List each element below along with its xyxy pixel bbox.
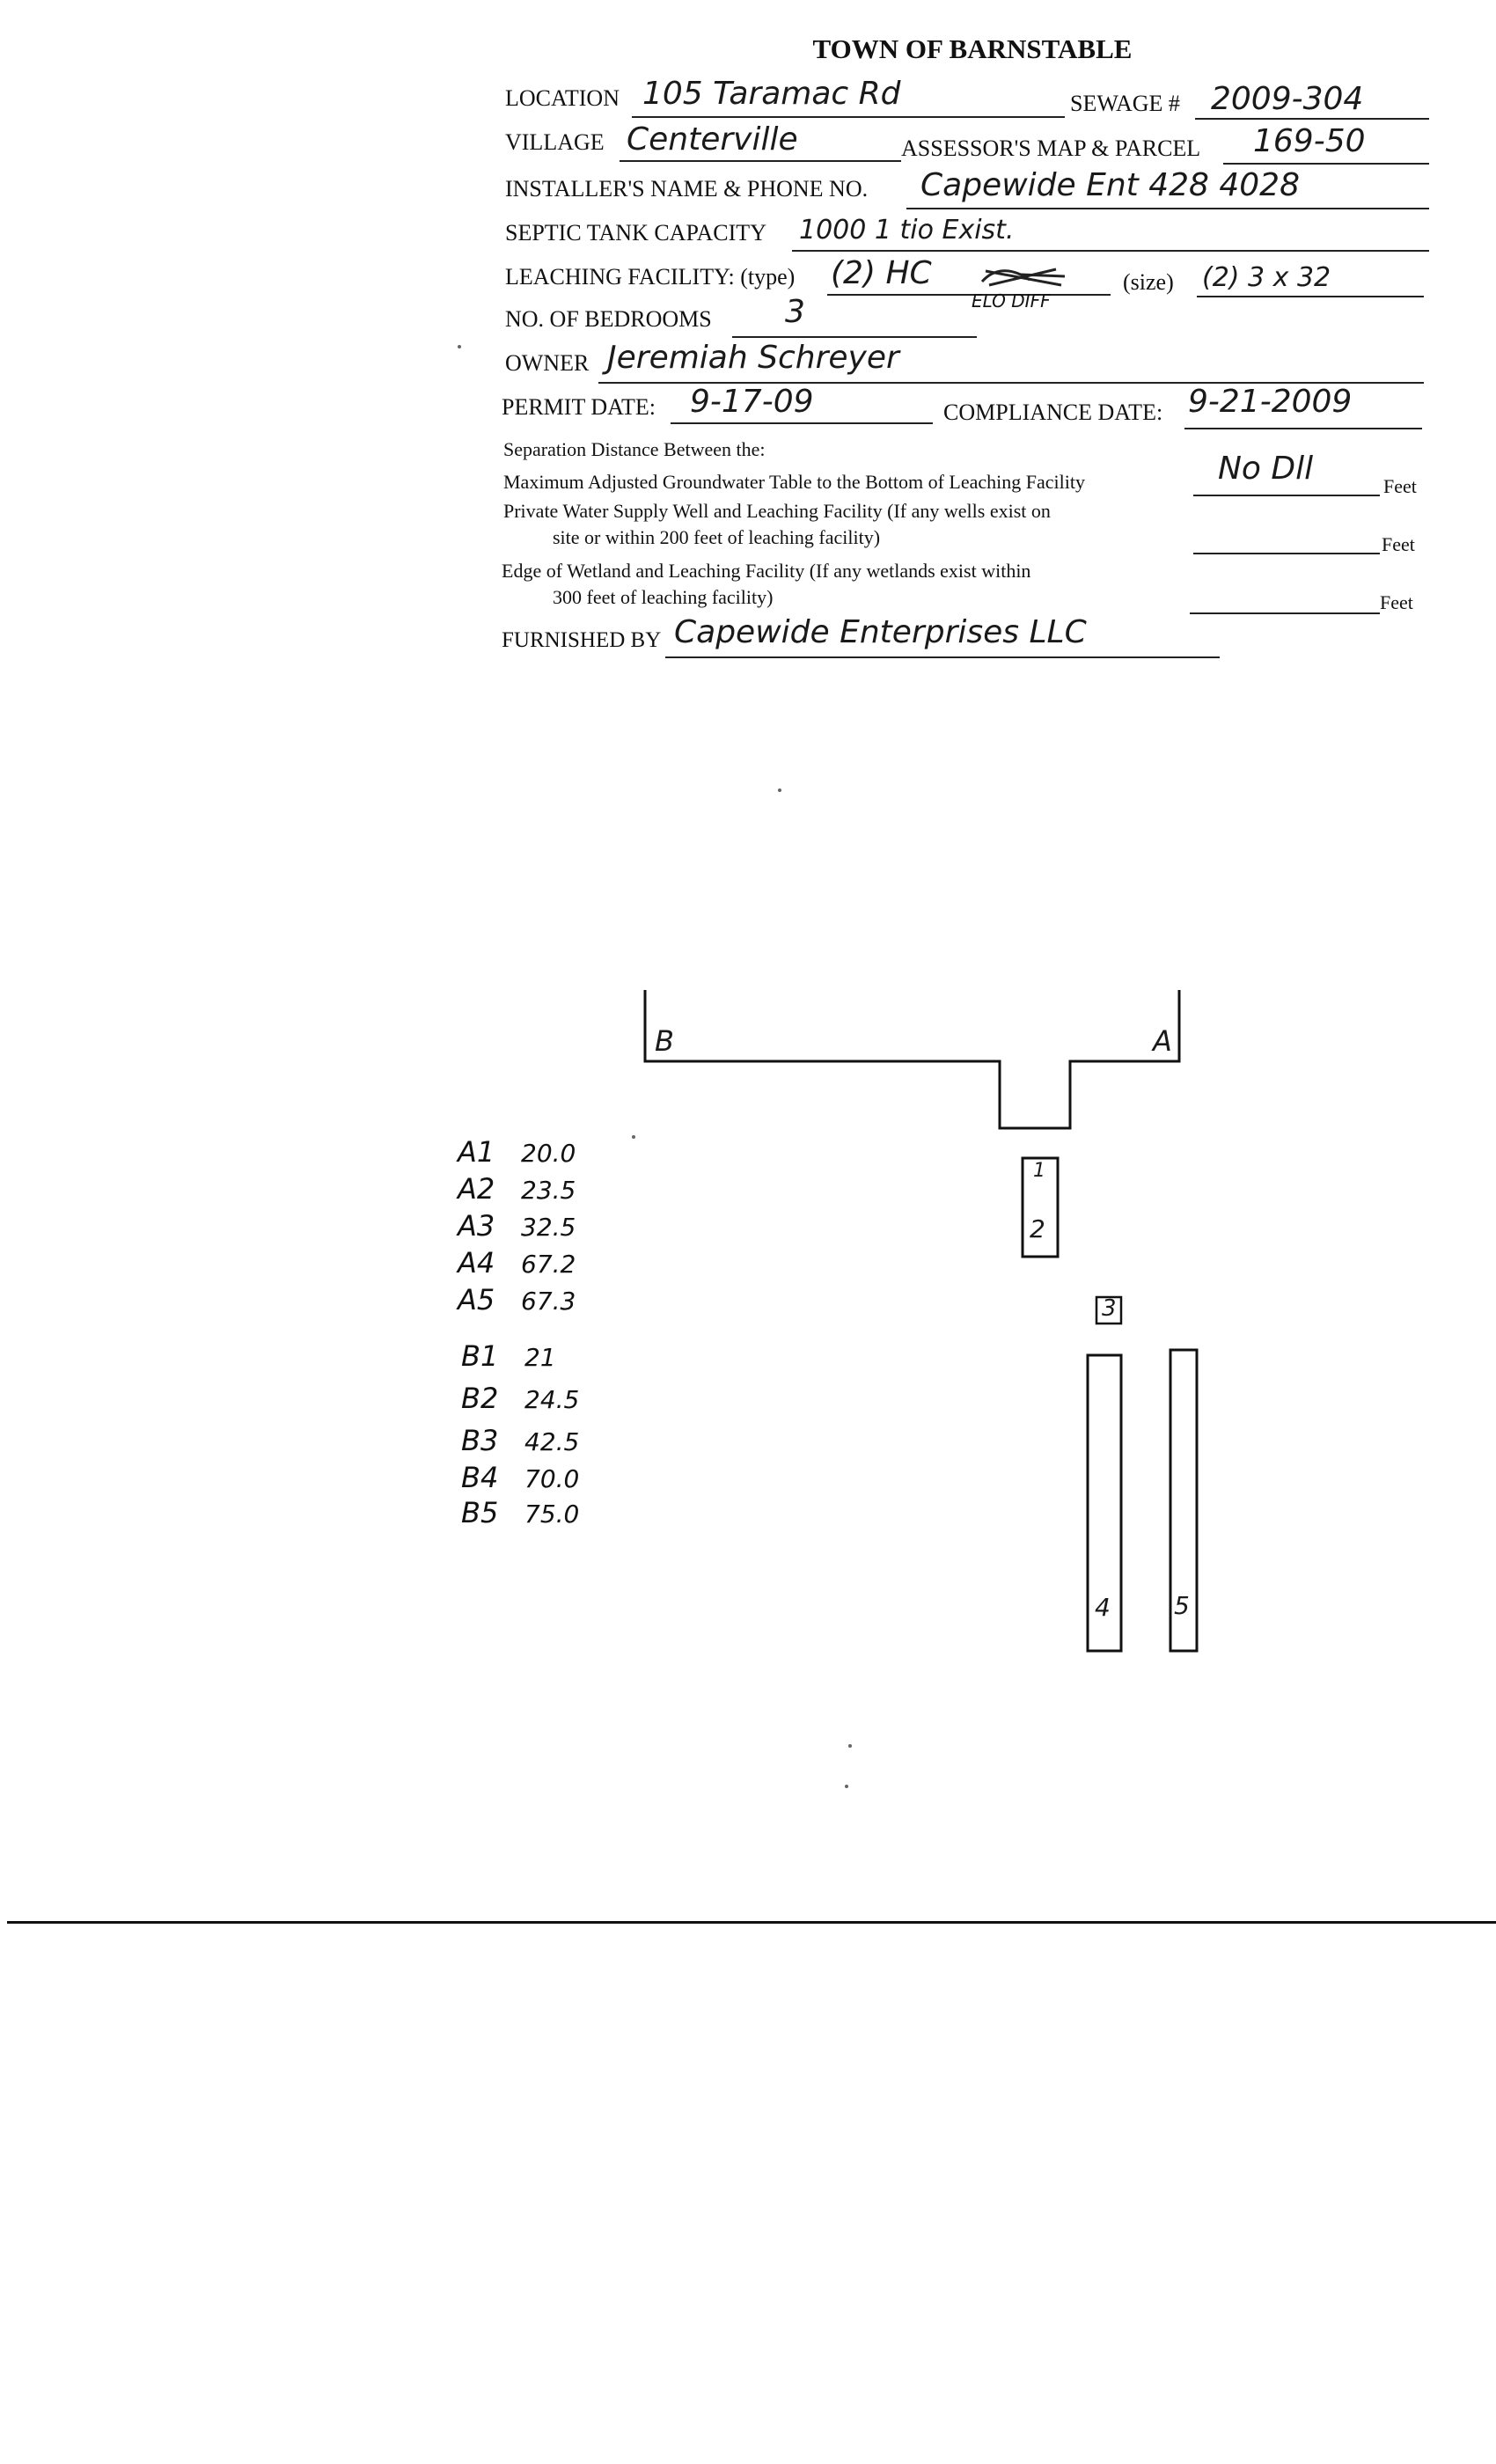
installer-line xyxy=(906,208,1429,209)
installer-label: INSTALLER'S NAME & PHONE NO. xyxy=(505,176,869,202)
leaching-line xyxy=(827,294,1111,296)
septic-label: SEPTIC TANK CAPACITY xyxy=(505,220,766,246)
village-label: VILLAGE xyxy=(505,129,605,155)
owner-value: Jeremiah Schreyer xyxy=(607,340,899,376)
sep-groundwater-label: Maximum Adjusted Groundwater Table to the Bottom of Leaching Facility xyxy=(503,471,1085,493)
measurement-value: 23.5 xyxy=(521,1176,576,1205)
sewage-label: SEWAGE # xyxy=(1070,91,1180,116)
measurement-point: B1 xyxy=(461,1339,499,1373)
scan-speck xyxy=(778,788,781,792)
leaching-type-note: ELO DIFF xyxy=(972,290,1051,312)
measurement-point: B4 xyxy=(461,1461,499,1494)
measurement-value: 20.0 xyxy=(521,1139,576,1168)
leaching-type-value: (2) HC xyxy=(831,255,932,291)
sep-well-label-1: Private Water Supply Well and Leaching Facility (If any wells exist on xyxy=(503,500,1051,522)
measurement-row xyxy=(458,1172,576,1206)
bedrooms-label: NO. OF BEDROOMS xyxy=(505,306,712,332)
trench-label-5: 5 xyxy=(1174,1591,1190,1620)
bedrooms-line xyxy=(732,336,977,338)
measurement-value: 32.5 xyxy=(521,1213,576,1242)
measurement-value: 67.3 xyxy=(521,1287,576,1316)
sep-wetland-line xyxy=(1190,612,1380,614)
sep-wetland-label-2: 300 feet of leaching facility) xyxy=(553,586,774,608)
sep-wetland-label-1: Edge of Wetland and Leaching Facility (If any wetlands exist within xyxy=(502,560,1031,582)
scan-speck xyxy=(632,1135,635,1139)
installer-value: Capewide Ent 428 4028 xyxy=(920,167,1300,203)
measurement-value: 75.0 xyxy=(524,1500,580,1529)
bottom-rule xyxy=(7,1921,1496,1924)
compliance-label: COMPLIANCE DATE: xyxy=(943,400,1163,425)
scan-speck xyxy=(848,1744,852,1748)
sep-groundwater-value: No Dll xyxy=(1218,451,1314,487)
permit-value: 9-17-09 xyxy=(690,384,814,420)
size-line xyxy=(1197,296,1424,297)
sep-groundwater-line xyxy=(1193,495,1380,496)
measurement-point: A4 xyxy=(458,1246,495,1280)
location-line xyxy=(632,116,1065,118)
owner-label: OWNER xyxy=(505,350,590,376)
measurement-point: A3 xyxy=(458,1209,495,1243)
assessor-value: 169-50 xyxy=(1253,123,1366,159)
bedrooms-value: 3 xyxy=(785,294,805,330)
furnished-line xyxy=(665,656,1220,658)
assessor-label: ASSESSOR'S MAP & PARCEL xyxy=(901,136,1201,161)
sewage-value: 2009-304 xyxy=(1211,81,1364,117)
measurement-row xyxy=(458,1209,576,1243)
measurement-row xyxy=(461,1461,579,1494)
separation-heading: Separation Distance Between the: xyxy=(503,438,766,460)
leaching-label: LEACHING FACILITY: (type) xyxy=(505,264,796,290)
furnished-label: FURNISHED BY xyxy=(502,628,662,652)
field-label-3: 3 xyxy=(1102,1295,1117,1322)
measurement-value: 24.5 xyxy=(524,1385,580,1414)
measurement-point: A2 xyxy=(458,1172,495,1206)
permit-label: PERMIT DATE: xyxy=(502,394,656,420)
measurement-row xyxy=(461,1339,556,1373)
leaching-struck-text xyxy=(977,264,1074,290)
location-label: LOCATION xyxy=(505,85,620,111)
measurement-point: A1 xyxy=(458,1135,495,1169)
village-value: Centerville xyxy=(627,121,798,158)
compliance-value: 9-21-2009 xyxy=(1188,384,1353,420)
septic-line xyxy=(792,250,1429,252)
feet-label-3: Feet xyxy=(1380,591,1413,613)
trench-label-4: 4 xyxy=(1095,1593,1111,1622)
measurement-row xyxy=(461,1424,579,1457)
measurement-point: A5 xyxy=(458,1283,495,1316)
measurement-row xyxy=(458,1135,576,1169)
corner-a-label: A xyxy=(1153,1024,1172,1058)
permit-line xyxy=(671,422,933,424)
feet-label-2: Feet xyxy=(1382,533,1415,555)
scan-speck xyxy=(458,345,461,348)
location-value: 105 Taramac Rd xyxy=(642,76,901,112)
measurement-row xyxy=(461,1382,579,1415)
sep-well-line xyxy=(1193,553,1380,554)
measurement-value: 70.0 xyxy=(524,1464,580,1493)
sewage-line xyxy=(1195,118,1429,120)
measurement-point: B2 xyxy=(461,1382,499,1415)
measurement-value: 67.2 xyxy=(521,1250,576,1279)
page-title: TOWN OF BARNSTABLE xyxy=(812,33,1133,64)
scan-speck xyxy=(845,1785,848,1788)
tank-label-2: 2 xyxy=(1030,1214,1045,1243)
tank-label-1: 1 xyxy=(1033,1160,1045,1182)
measurement-point: B5 xyxy=(461,1496,499,1529)
measurement-row xyxy=(458,1283,576,1316)
septic-value: 1000 1 tio Exist. xyxy=(799,215,1015,246)
feet-label-1: Feet xyxy=(1383,475,1417,497)
sep-well-label-2: site or within 200 feet of leaching facility) xyxy=(553,526,881,548)
furnished-value: Capewide Enterprises LLC xyxy=(674,614,1087,650)
size-label: (size) xyxy=(1123,269,1174,295)
corner-b-label: B xyxy=(655,1024,674,1058)
measurement-value: 21 xyxy=(524,1343,556,1372)
compliance-line xyxy=(1184,428,1422,429)
measurement-row xyxy=(461,1496,579,1529)
assessor-line xyxy=(1223,163,1429,165)
leaching-pipe-outline xyxy=(645,990,1179,1128)
village-line xyxy=(620,160,901,162)
size-value: (2) 3 x 32 xyxy=(1202,262,1331,293)
measurement-point: B3 xyxy=(461,1424,499,1457)
measurement-row xyxy=(458,1246,576,1280)
measurement-value: 42.5 xyxy=(524,1427,580,1456)
